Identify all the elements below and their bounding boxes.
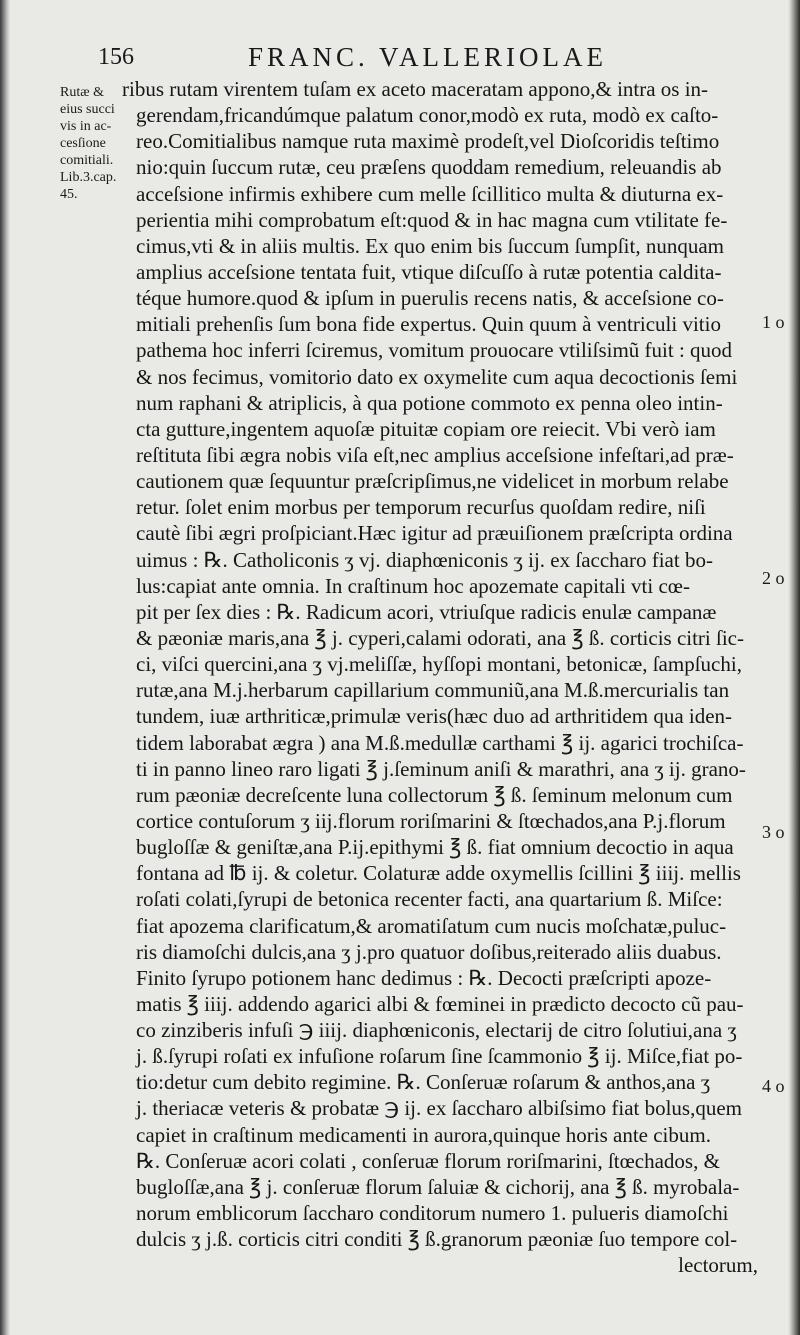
text-line: ris diamoſchi dulcis,ana ʒ j.pro quatuor doſibus,reiterado aliis duabus.: [136, 939, 722, 964]
text-line: acceſsione infirmis exhibere cum melle ſcillitico multa & diuturna ex-: [136, 181, 724, 206]
line-number: 1 o: [762, 312, 785, 332]
marginal-note-line: eius succi: [60, 102, 115, 117]
text-line: bugloſſæ & geniſtæ,ana P.ij.epithymi ℥ ß. fiat omnium decoctio in aqua: [136, 835, 734, 860]
text-line: fiat apozema clarificatum,& aromatiſatum cum nucis moſchatæ,puluc-: [136, 913, 727, 938]
text-line: gerendam,fricandúmque palatum conor,modò ex ruta, modò ex caſto-: [136, 103, 719, 128]
text-line: ℞. Conſeruæ acori colati , conſeruæ florum roriſmarini, ſtœchados, &: [136, 1148, 720, 1173]
text-line: cautè ſibi ægri proſpiciant.Hæc igitur ad præuiſionem præſcripta ordina: [136, 521, 733, 546]
text-line: Finito ſyrupo potionem hanc dedimus : ℞. Decocti præſcripti apoze-: [136, 965, 712, 990]
line-number: 3 o: [762, 822, 785, 842]
text-line: perientia mihi comprobatum eſt:quod & in hac magna cum vtilitate fe-: [136, 207, 728, 232]
text-line: cortice contuſorum ʒ iij.florum roriſmarini & ſtœchados,ana P.j.florum: [136, 808, 726, 833]
marginal-note-line: 45.: [60, 187, 78, 202]
text-line: bugloſſæ,ana ℥ j. conſeruæ florum ſaluiæ & cichorij, ana ℥ ß. myrobala-: [136, 1174, 740, 1199]
text-line: fontana ad ℔ ij. & coletur. Colaturæ adde oxymellis ſcillini ℥ iiij. mellis: [136, 861, 741, 886]
text-line: mitiali prehenſis ſum bona fide expertus. Quin quum à ventriculi vitio: [136, 312, 721, 337]
text-line: matis ℥ iiij. addendo agarici albi & fœminei in prædicto decocto cũ pau-: [136, 991, 744, 1016]
text-line: ci, viſci quercini,ana ʒ vj.meliſſæ, hyſſopi montani, betonicæ, ſampſuchi,: [136, 652, 742, 677]
text-line: dulcis ʒ j.ß. corticis citri conditi ℥ ß.granorum pæoniæ ſuo tempore col-: [136, 1227, 738, 1252]
page-number: 156: [98, 44, 134, 70]
marginal-note: [60, 84, 116, 203]
text-line: & nos fecimus, vomitorio dato ex oxymelite cum aqua decoctionis ſemi: [136, 364, 738, 389]
text-line: reſtituta ſibi ægra nobis viſa eſt,nec amplius acceſsione infeſtari,ad præ-: [136, 442, 734, 467]
line-number: 2 o: [762, 568, 785, 588]
text-line: uimus : ℞. Catholiconis ʒ vj. diaphœniconis ʒ ij. ex ſaccharo fiat bo-: [136, 547, 713, 572]
text-line: ribus rutam virentem tuſam ex aceto maceratam appono,& intra os in-: [122, 77, 709, 101]
marginal-note-line: comitiali.: [60, 153, 114, 168]
line-number: 4 o: [762, 1076, 785, 1096]
text-line: ti in panno lineo raro ligati ℥ j.ſeminum aniſi & marathri, ana ʒ ij. grano-: [136, 756, 746, 781]
text-line: nio:quin ſuccum rutæ, ceu præſens quoddam remedium, releuandis ab: [136, 155, 722, 180]
text-line: norum emblicorum ſaccharo conditorum numero 1. pulueris diamoſchi: [136, 1201, 729, 1226]
text-line: rum pæoniæ decreſcente luna collectorum ℥ ß. ſeminum melonum cum: [136, 782, 733, 807]
page-left-edge: [0, 0, 10, 1335]
text-line: roſati colati,ſyrupi de betonica recenter facti, ana quartarium ß. Miſce:: [136, 887, 723, 912]
page-header: [0, 40, 800, 80]
text-line: & pæoniæ maris,ana ℥ j. cyperi,calami odorati, ana ℥ ß. corticis citri ſic-: [136, 625, 744, 650]
text-line: cimus,vti & in aliis multis. Ex quo enim bis ſuccum ſumpſit, nunquam: [136, 233, 724, 258]
text-line: lectorum,: [678, 1253, 758, 1278]
text-line: tidem laborabat ægra ) ana M.ß.medullæ carthami ℥ ij. agarici trochiſca-: [136, 730, 744, 755]
text-line: cautionem quæ ſequuntur præſcripſimus,ne videlicet in morbum relabe: [136, 469, 729, 494]
text-line: retur. ſolet enim morbus per temporum recurſus quoſdam redire, niſi: [136, 495, 706, 520]
text-line: j. theriacæ veteris & probatæ ℈ ij. ex ſaccharo albiſsimo fiat bolus,quem: [136, 1096, 743, 1121]
text-line: tundem, iuæ arthriticæ,primulæ veris(hæc duo ad arthritidem qua iden-: [136, 704, 733, 729]
text-line: co zinziberis infuſi ℈ iiij. diaphœniconis, electarij de citro ſolutiui,ana ʒ: [136, 1018, 737, 1043]
text-line: tio:detur cum debito regimine. ℞. Conſeruæ roſarum & anthos,ana ʒ: [136, 1070, 711, 1095]
text-line: lus:capiat ante omnia. In craſtinum hoc apozemate capitali vti cœ-: [136, 573, 690, 598]
text-line: pathema hoc inferri ſciremus, vomitum prouocare vtiliſsimũ fuit : quod: [136, 338, 733, 363]
text-line: amplius acceſsione tentata fuit, vtique diſcuſſo à rutæ potentia caldita-: [136, 259, 722, 284]
body-text: [122, 76, 758, 1278]
text-line: j. ß.ſyrupi roſati ex infuſione roſarum ſine ſcammonio ℥ ij. Miſce,fiat po-: [136, 1044, 743, 1069]
running-title: FRANC. VALLERIOLAE: [248, 42, 608, 72]
page-right-edge: [788, 0, 800, 1335]
text-line: capiet in craſtinum medicamenti in aurora,quinque horis ante cibum.: [136, 1122, 711, 1147]
text-line: cta gutture,ingentem aquoſæ pituitæ copiam ore reiecit. Vbi verò iam: [136, 416, 716, 441]
marginal-note-line: Rutæ &: [60, 85, 104, 100]
marginal-note-line: vis in ac-: [60, 119, 112, 134]
text-line: num raphani & atriplicis, à qua potione commoto ex penna oleo intin-: [136, 390, 723, 415]
marginal-note-line: Lib.3.cap.: [60, 170, 117, 185]
marginal-note-line: cesſione: [60, 136, 106, 151]
text-line: rutæ,ana M.j.herbarum capillarium communiũ,ana M.ß.mercurialis tan: [136, 678, 730, 703]
text-line: reo.Comitialibus namque ruta maximè prodeſt,vel Dioſcoridis teſtimo: [136, 129, 720, 154]
text-line: pit per ſex dies : ℞. Radicum acori, vtriuſque radicis enulæ campanæ: [136, 599, 717, 624]
text-line: téque humore.quod & ipſum in puerulis recens natis, & acceſsione co-: [136, 286, 724, 311]
